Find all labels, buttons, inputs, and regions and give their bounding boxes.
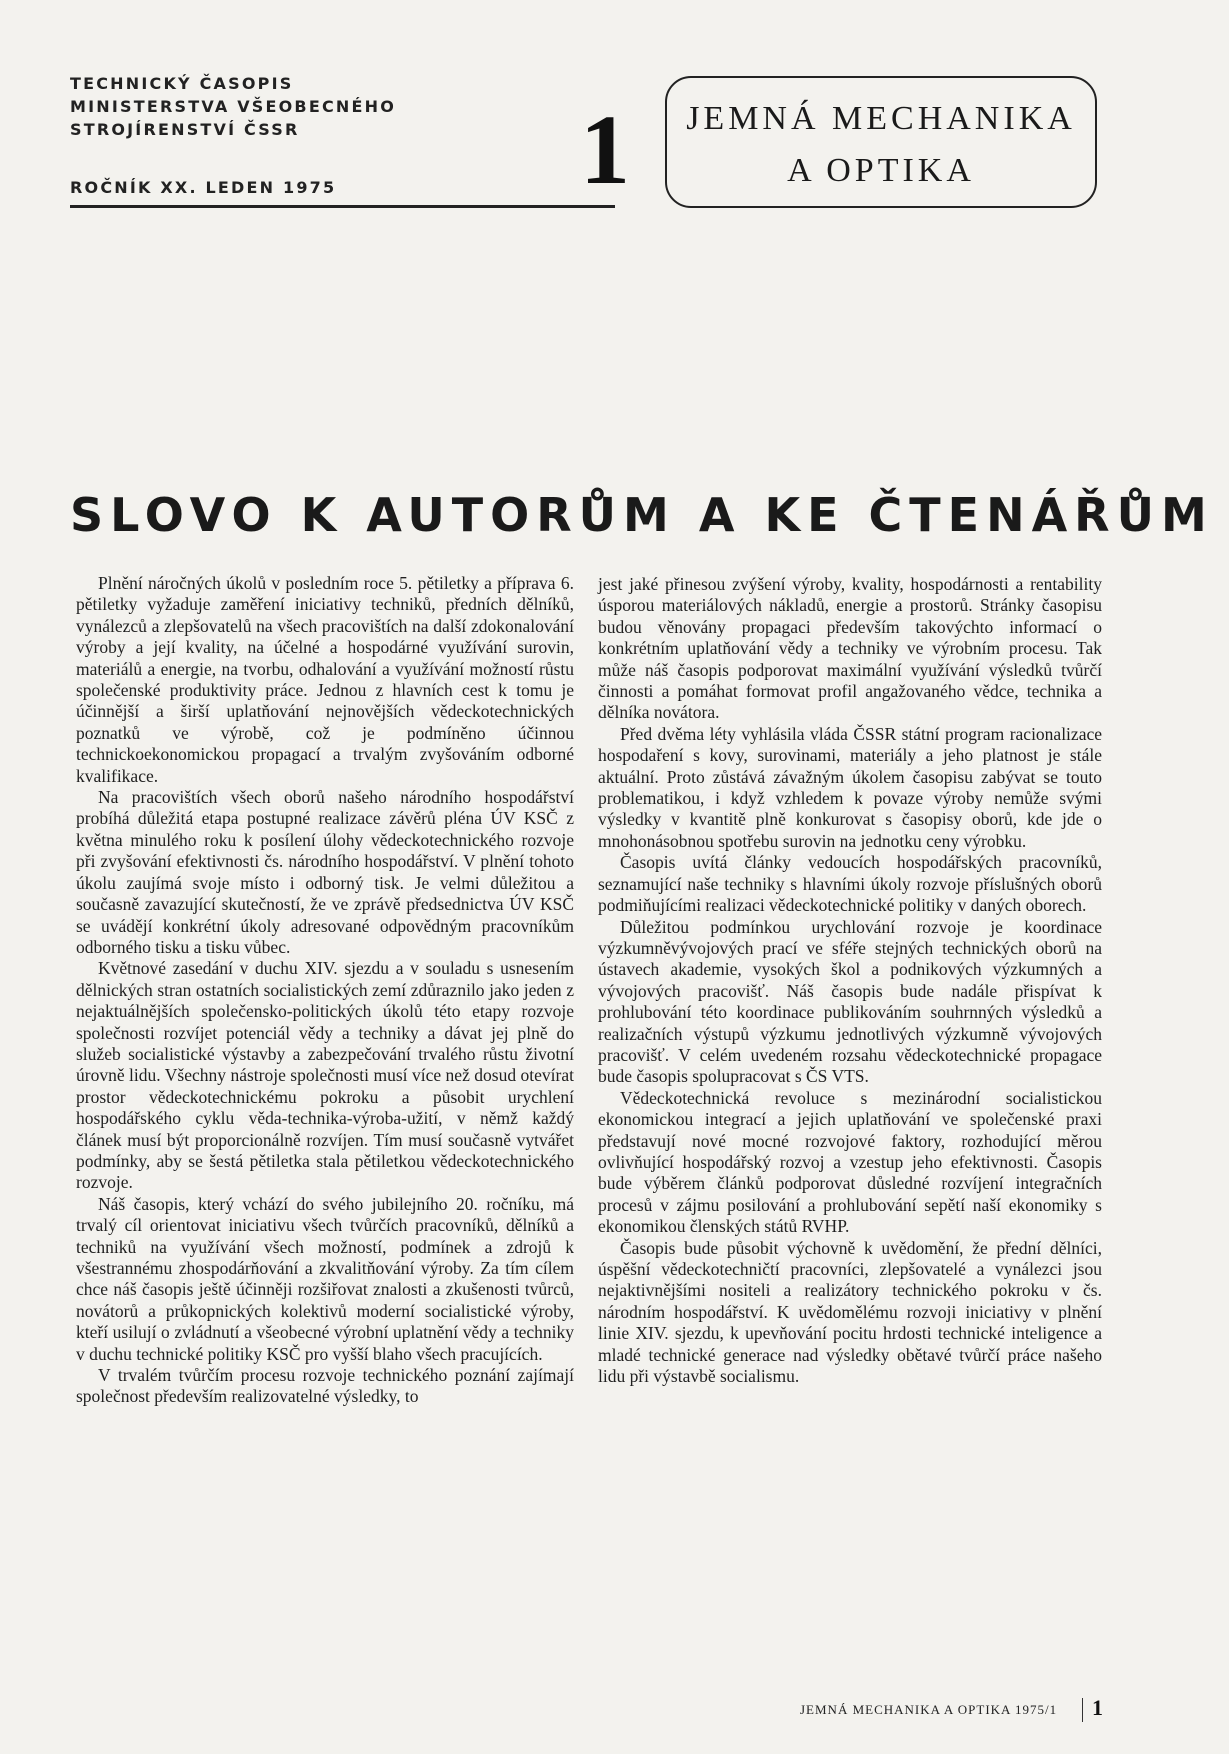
- running-footer-title: JEMNÁ MECHANIKA A OPTIKA 1975/1: [800, 1702, 1058, 1717]
- article-paragraph: Náš časopis, který vchází do svého jubilejního 20. ročníku, má trvalý cíl orientovat iniciativu všech tvůrčích pracovníků, dělníků a techniků na využívání všech možností, podmínek a zdrojů k všestrannému zhospodárňování a zkvalitňování výroby. Za tím cílem chce náš časopis ještě účinněji rozšiřovat znalosti a zkušenosti tvůrců, novátorů a průkopnických kolektivů moderní socialistické výroby, kteří usilují o zvládnutí a všeobecné výrobní uplatnění vědy a techniky v duchu technické politiky KSČ pro vyšší blaho všech pracujících.: [76, 1193, 574, 1364]
- article-column-right: [598, 574, 1102, 1387]
- article-paragraph: jest jaké přinesou zvýšení výroby, kvality, hospodárnosti a rentability úsporou materiálových nákladů, energie a prostorů. Stránky časopisu budou věnovány propagaci především takovýchto informací o konkrétním uplatňování vědy a techniky ve výrobním procesu. Tak může náš časopis podporovat maximální využívání výsledků tvůrčí činnosti a pomáhat formovat profil angažovaného vědce, technika a dělníka novátora.: [598, 574, 1102, 723]
- issue-info: ROČNÍK XX. LEDEN 1975: [70, 178, 337, 197]
- article-paragraph: V trvalém tvůrčím procesu rozvoje technického poznání zajímají společnost především realizovatelné výsledky, to: [76, 1365, 574, 1407]
- masthead-line: MINISTERSTVA VŠEOBECNÉHO: [70, 97, 397, 116]
- article-paragraph: Časopis bude působit výchovně k uvědomění, že přední dělníci, úspěšní vědeckotechničtí pracovníci, zlepšovatelé a vynálezci jsou nejaktivnějšími nositeli a realizátory technického pokroku v čs. národním hospodářství. K uvědomělému rozvoji iniciativy v plnění linie XIV. sjezdu, k upevňování pocitu hrdosti technické inteligence a mladé technické generace nad výsledky obětavé tvůrčí práce našeho lidu při výstavbě socialismu.: [598, 1237, 1102, 1387]
- publisher-masthead: [70, 72, 396, 141]
- journal-title-box: [665, 76, 1097, 208]
- article-paragraph: Vědeckotechnická revoluce s mezinárodní socialistickou ekonomickou integrací a jejich uplatňování ve společenské praxi představují nové mocné rozvojové faktory, rozhodující měrou ovlivňující hospodářský rozvoj a vzestup jeho efektivnosti. Časopis bude výběrem článků podporovat důsledné rozvíjení integračních procesů v zájmu posilování a prohlubování sepětí naší ekonomiky s ekonomikou členských států RVHP.: [598, 1087, 1102, 1237]
- article-paragraph: Plnění náročných úkolů v posledním roce 5. pětiletky a příprava 6. pětiletky vyžaduje zaměření iniciativy techniků, předních dělníků, vynálezců a zlepšovatelů na všech pracovištích na další zdokonalování výroby a její kvality, na účelné a hospodárné využívání surovin, materiálů a energie, na tvorbu, odhalování a využívání možností růstu společenské produktivity práce. Jednou z hlavních cest k tomu je účinnější a širší uplatňování nejnovějších vědeckotechnických poznatků ve výrobě, což je podmíněno účinnou technickoekonomickou propagací a trvalým zvyšováním odborné kvalifikace.: [76, 573, 574, 786]
- article-paragraph: Na pracovištích všech oborů našeho národního hospodářství probíhá důležitá etapa postupné realizace závěrů pléna ÚV KSČ z května minulého roku k posílení úlohy vědeckotechnického rozvoje při zvyšování efektivnosti čs. národního hospodářství. V plnění tohoto úkolu zaujímá svoje místo i odborný tisk. Je velmi důležitou a současně zavazující skutečností, že ve zprávě předsednictva ÚV KSČ se uvádějí konkrétní úkoly adresované odpovědným pracovníkům odborného tisku a tisku vůbec.: [76, 787, 574, 957]
- journal-title-line1: JEMNÁ MECHANIKA: [686, 100, 1076, 137]
- article-paragraph: Časopis uvítá články vedoucích hospodářských pracovníků, seznamující naše techniky s hlavními úkoly rozvoje příslušných oborů podmiňujícími realizaci vědeckotechnické politiky v daných oborech.: [598, 852, 1102, 916]
- article-paragraph: Před dvěma léty vyhlásila vláda ČSSR státní program racionalizace hospodaření s kovy, surovinami, materiály a jeho platnost je stále aktuální. Proto zůstává závažným úkolem časopisu zabývat se touto problematikou, i když vzhledem k povaze výroby nemůže svými výsledky v kvantitě plně konkurovat s časopisy oborů, kde jde o mnohonásobnou spotřebu surovin na jednotku ceny výrobku.: [598, 723, 1102, 851]
- masthead-line: TECHNICKÝ ČASOPIS: [70, 74, 294, 93]
- masthead-rule: [70, 205, 615, 208]
- masthead-line: STROJÍRENSTVÍ ČSSR: [70, 120, 300, 139]
- article-paragraph: Květnové zasedání v duchu XIV. sjezdu a v souladu s usnesením dělnických stran ostatních socialistických zemí zdůraznilo jako jeden z nejaktuálnějších společensko-politických úkolů této etapy rozvoje společnosti rozvíjet potenciál vědy a techniky a dávat jej plně do služeb socialistické výstavby a zabezpečování trvalého růstu životní úrovně lidu. Všechny nástroje společnosti musí více než dosud otevírat prostor vědeckotechnickému pokroku a působit urychlení hospodářského cyklu věda-technika-výroba-užití, v němž každý článek musí být proporcionálně rozvíjen. Tím musí současně vytvářet podmínky, aby se šestá pětiletka stala pětiletkou vědeckotechnického rozvoje.: [76, 958, 574, 1193]
- article-column-left: [76, 573, 574, 1408]
- page-number: 1: [1092, 1695, 1103, 1720]
- article-headline: SLOVO K AUTORŮM A KE ČTENÁŘŮM: [70, 488, 1214, 542]
- journal-title-line2: A OPTIKA: [787, 152, 975, 189]
- issue-number: 1: [580, 94, 630, 205]
- article-paragraph: Důležitou podmínkou urychlování rozvoje je koordinace výzkumněvývojových prací ve sféře stejných technických oborů na ústavech akademie, vysokých škol a podnikových výzkumných a vývojových pracovišť. Náš časopis bude nadále přispívat k prohlubování této koordinace publikováním souhrnných výsledků a realizačních výstupů výzkumu jednotlivých výzkumně vývojových pracovišť. V celém uvedeném rozsahu vědeckotechnické propagace bude časopis spolupracovat s ČS VTS.: [598, 916, 1102, 1087]
- footer-divider: [1082, 1698, 1083, 1722]
